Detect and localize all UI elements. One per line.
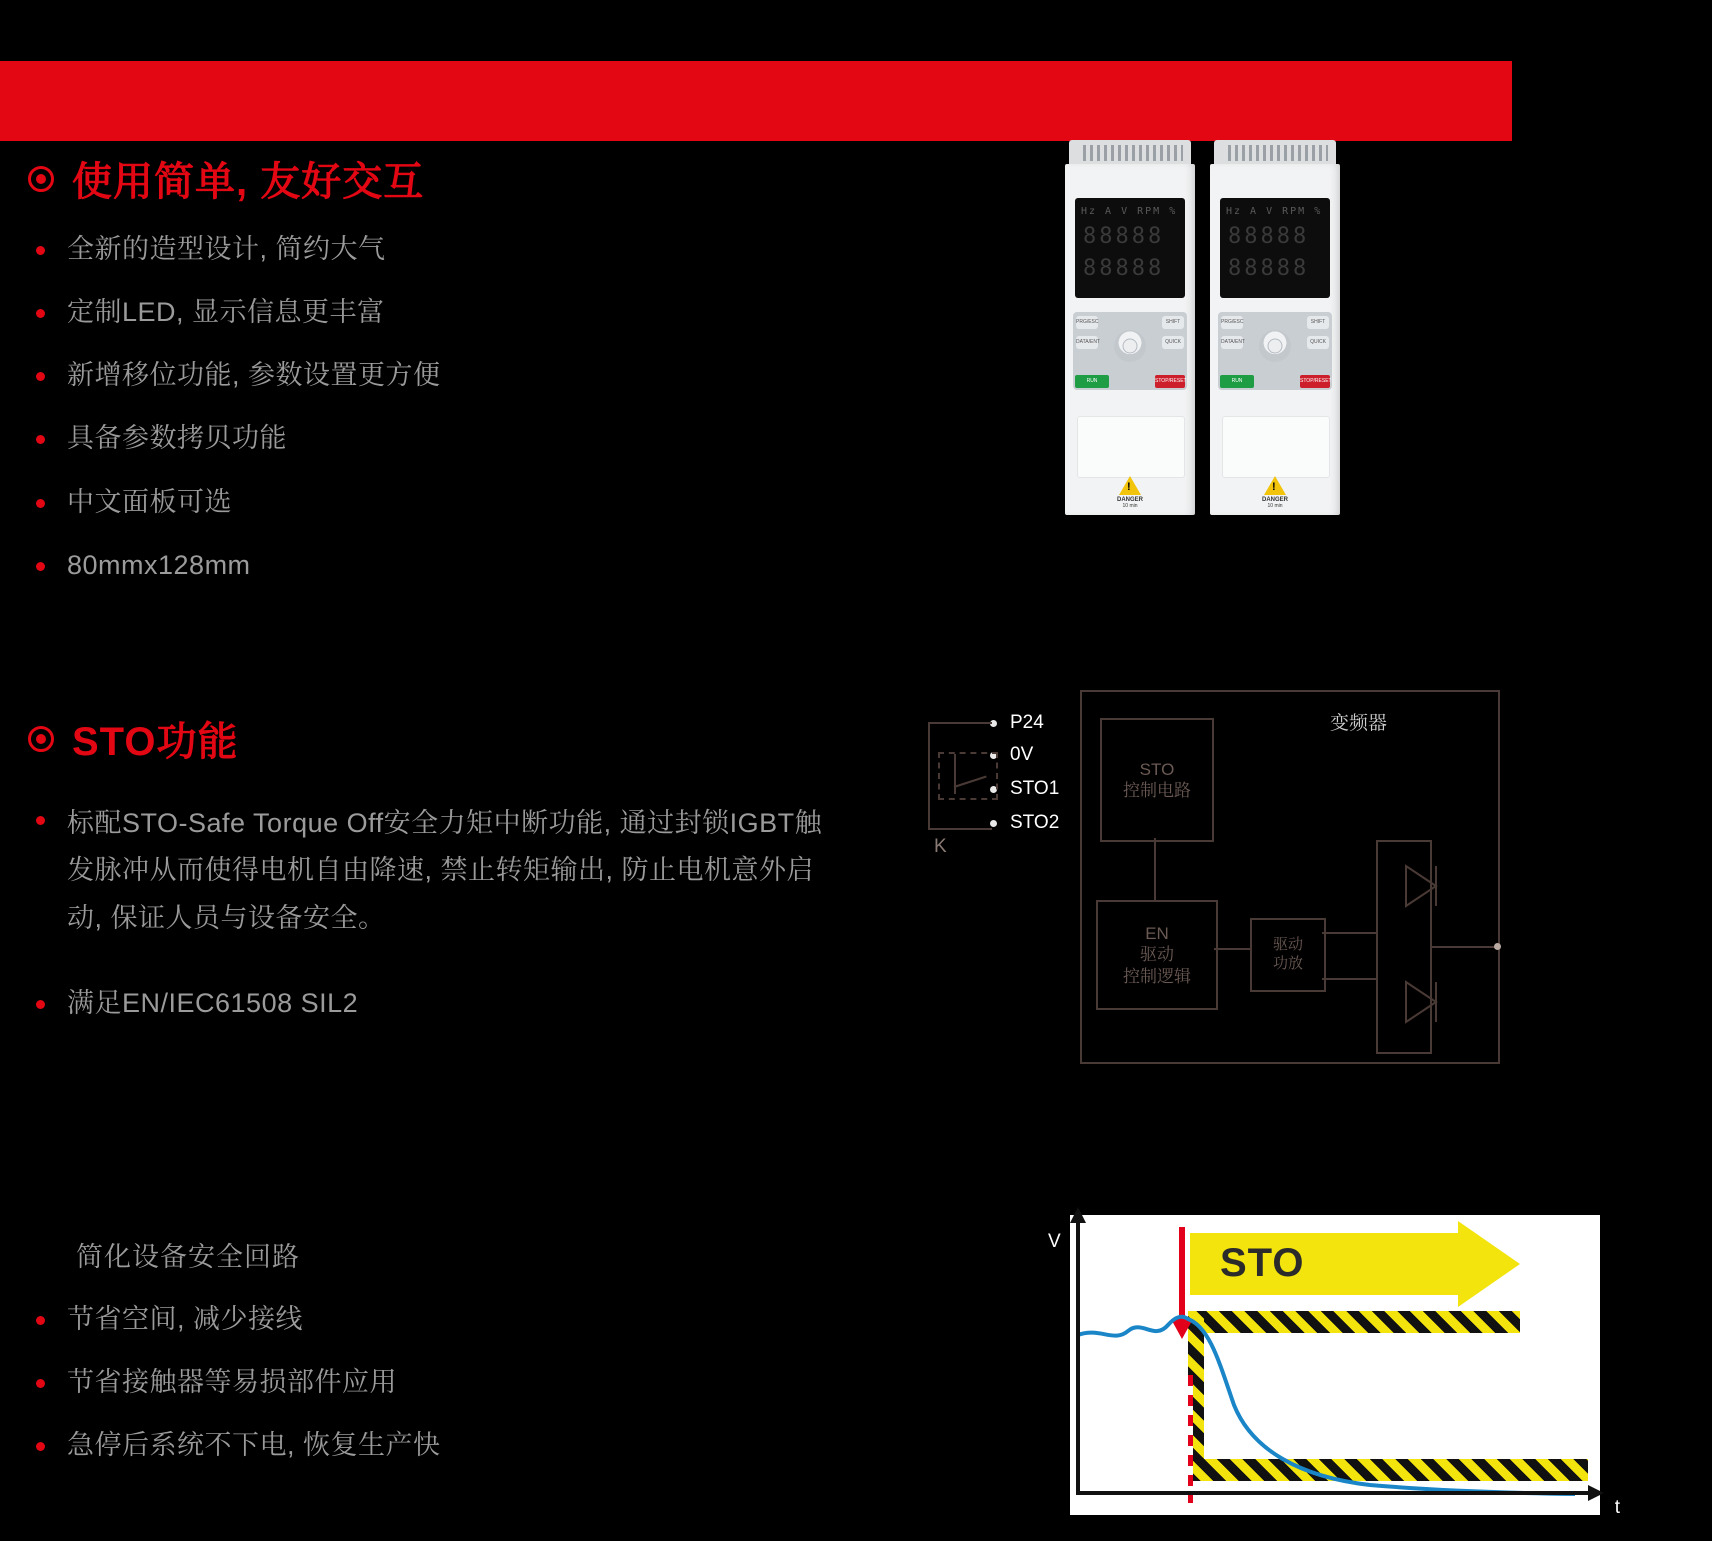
keypad-button-prg[interactable]: PRG/ESC xyxy=(1076,316,1098,329)
stop-reset-button[interactable]: STOP/RESET xyxy=(1155,375,1185,388)
list-item xyxy=(36,546,936,585)
drive-top-cover xyxy=(1069,140,1191,166)
list-item xyxy=(36,419,936,458)
display-digits-row-1: 88888 xyxy=(1228,224,1310,249)
igbt-diode-top-icon xyxy=(1400,860,1470,920)
section-bullet-icon xyxy=(28,166,54,192)
easy-use-bullet-list xyxy=(36,230,936,609)
danger-note: 10 min xyxy=(1267,503,1283,509)
en-logic-block xyxy=(1096,900,1218,1010)
output-node-dot xyxy=(1494,943,1501,950)
switch-wire-left xyxy=(928,722,930,830)
x-axis xyxy=(1076,1491,1592,1495)
driver-amp-block xyxy=(1250,918,1326,992)
en-line2: 驱动 xyxy=(1140,945,1174,965)
diagram-frame-right xyxy=(1498,690,1500,1064)
voltage-decay-curve xyxy=(1070,1215,1600,1515)
y-axis xyxy=(1076,1219,1080,1495)
igbt-top-link xyxy=(1376,840,1432,842)
terminal-cover xyxy=(1222,416,1330,478)
sto-sub-bullet-list xyxy=(36,1300,856,1489)
list-item-label: 80mmx128mm xyxy=(67,549,251,580)
keypad-button-shift[interactable]: SHIFT xyxy=(1162,316,1184,329)
terminal-cover xyxy=(1077,416,1185,478)
switch-wire-bottom xyxy=(928,828,992,830)
terminal-label-sto2: STO2 xyxy=(1010,812,1060,833)
list-item xyxy=(36,1426,856,1465)
drive-display xyxy=(1220,198,1330,298)
drive-product-photo xyxy=(1060,140,1360,525)
terminal-dot xyxy=(990,820,997,827)
sto-control-line1: STO xyxy=(1139,759,1175,779)
amp-line2: 功放 xyxy=(1272,955,1303,972)
en-line3: 控制逻辑 xyxy=(1123,966,1191,986)
danger-text: DANGER xyxy=(1261,497,1289,503)
list-item-label: 全新的造型设计, 简约大气 xyxy=(67,234,386,264)
diagram-frame-label: 变频器 xyxy=(1330,713,1388,734)
drive-display xyxy=(1075,198,1185,298)
en-to-amp-wire xyxy=(1214,948,1250,950)
y-axis-arrow-icon xyxy=(1068,1207,1090,1227)
switch-block-k xyxy=(938,752,998,800)
vent-grille-icon xyxy=(1228,145,1328,161)
danger-label-group xyxy=(1262,476,1288,509)
list-item-label: 节省空间, 减少接线 xyxy=(67,1304,304,1334)
list-item-label: 中文面板可选 xyxy=(67,486,232,517)
list-item-label: 节省接触器等易损部件应用 xyxy=(67,1367,397,1398)
drive-top-cover xyxy=(1214,140,1336,166)
terminal-label-0v: 0V xyxy=(1010,744,1034,765)
sto-timing-chart xyxy=(1048,1215,1620,1518)
danger-note: 10 min xyxy=(1122,503,1138,509)
danger-label-group xyxy=(1117,476,1143,509)
section-bullet-icon xyxy=(28,726,54,752)
amp-line1: 驱动 xyxy=(1272,936,1303,954)
keypad-button-quick[interactable]: QUICK xyxy=(1162,336,1184,349)
sto-bullet-list xyxy=(36,800,846,1047)
terminal-label-p24: P24 xyxy=(1010,712,1044,733)
list-item xyxy=(36,1363,856,1402)
keypad-button-quick[interactable]: QUICK xyxy=(1307,336,1329,349)
list-item-label: 急停后系统不下电, 恢复生产快 xyxy=(67,1430,441,1461)
switch-contact-wire xyxy=(954,754,956,794)
drive-unit xyxy=(1065,140,1195,515)
keypad-button-data-ent[interactable]: DATA/ENT xyxy=(1221,336,1243,349)
display-units-row: Hz A V RPM % xyxy=(1081,206,1178,217)
sto-control-block xyxy=(1100,718,1214,842)
danger-text: DANGER xyxy=(1116,497,1144,503)
section-title-text: 使用简单, 友好交互 xyxy=(72,160,425,204)
sto-sub-heading: 简化设备安全回路 xyxy=(76,1242,300,1272)
section-title-sto xyxy=(28,710,239,767)
sto-to-en-wire xyxy=(1154,838,1156,900)
diagram-frame-top xyxy=(1080,690,1500,692)
switch-label-k: K xyxy=(934,836,947,857)
igbt-bottom-link xyxy=(1376,1052,1432,1054)
list-bullet-icon xyxy=(36,1316,45,1325)
warning-triangle-icon xyxy=(1119,476,1141,495)
list-item-label: 定制LED, 显示信息更丰富 xyxy=(67,297,385,328)
igbt-diode-bottom-icon xyxy=(1400,976,1470,1036)
display-digits-row-2: 88888 xyxy=(1083,256,1165,281)
list-item xyxy=(36,483,936,522)
x-axis-arrow-icon xyxy=(1584,1483,1606,1503)
list-item xyxy=(36,800,846,942)
list-item xyxy=(36,230,936,269)
list-bullet-icon xyxy=(36,372,45,381)
list-item xyxy=(36,356,936,395)
drive-keypad[interactable] xyxy=(1073,312,1187,390)
keypad-navigation-wheel[interactable] xyxy=(1259,330,1291,362)
amp-to-igbt-bottom-wire xyxy=(1322,978,1376,980)
drive-keypad[interactable] xyxy=(1218,312,1332,390)
igbt-output-wire xyxy=(1430,946,1498,948)
y-axis-label: V xyxy=(1048,1231,1061,1252)
warning-triangle-icon xyxy=(1264,476,1286,495)
keypad-button-shift[interactable]: SHIFT xyxy=(1307,316,1329,329)
section-title-easy-use xyxy=(28,150,424,207)
drive-body xyxy=(1065,164,1195,515)
amp-to-igbt-top-wire xyxy=(1322,932,1376,934)
sto-arrow-label: STO xyxy=(1220,1241,1305,1285)
en-line1: EN xyxy=(1145,924,1169,944)
list-bullet-icon xyxy=(36,246,45,255)
drive-unit xyxy=(1210,140,1340,515)
vent-grille-icon xyxy=(1083,145,1183,161)
list-item xyxy=(36,1300,856,1339)
list-item-label: 新增移位功能, 参数设置更方便 xyxy=(67,360,441,391)
keypad-navigation-wheel[interactable] xyxy=(1114,330,1146,362)
diagram-frame-left xyxy=(1080,690,1082,1064)
list-bullet-icon xyxy=(36,1000,45,1009)
drive-body xyxy=(1210,164,1340,515)
list-item-label: 标配STO-Safe Torque Off安全力矩中断功能, 通过封锁IGBT触发脉冲从而使得电机自由降速, 禁止转矩输出, 防止电机意外启动, 保证人员与设备安全。 xyxy=(67,808,823,933)
list-item-label: 具备参数拷贝功能 xyxy=(67,423,287,454)
list-bullet-icon xyxy=(36,562,45,571)
list-bullet-icon xyxy=(36,499,45,508)
display-digits-row-1: 88888 xyxy=(1083,224,1165,249)
keypad-button-data-ent[interactable]: DATA/ENT xyxy=(1076,336,1098,349)
display-digits-row-2: 88888 xyxy=(1228,256,1310,281)
list-item xyxy=(36,984,846,1023)
list-bullet-icon xyxy=(36,816,45,825)
list-bullet-icon xyxy=(36,435,45,444)
run-button[interactable]: RUN xyxy=(1220,375,1254,388)
stop-reset-button[interactable]: STOP/RESET xyxy=(1300,375,1330,388)
keypad-button-prg[interactable]: PRG/ESC xyxy=(1221,316,1243,329)
diagram-frame-bottom xyxy=(1080,1062,1500,1064)
sto-control-line2: 控制电路 xyxy=(1123,781,1191,800)
run-button[interactable]: RUN xyxy=(1075,375,1109,388)
x-axis-label: t xyxy=(1614,1497,1620,1518)
list-item-label: 满足EN/IEC61508 SIL2 xyxy=(67,987,359,1018)
switch-wire-top xyxy=(928,722,992,724)
list-bullet-icon xyxy=(36,309,45,318)
igbt-rail xyxy=(1376,840,1378,1054)
display-units-row: Hz A V RPM % xyxy=(1226,206,1323,217)
terminal-label-sto1: STO1 xyxy=(1010,778,1060,799)
section-title-text: STO功能 xyxy=(72,720,239,764)
top-red-band xyxy=(0,61,1512,141)
sto-block-diagram xyxy=(934,690,1520,1130)
list-bullet-icon xyxy=(36,1442,45,1451)
list-item xyxy=(36,293,936,332)
list-bullet-icon xyxy=(36,1379,45,1388)
